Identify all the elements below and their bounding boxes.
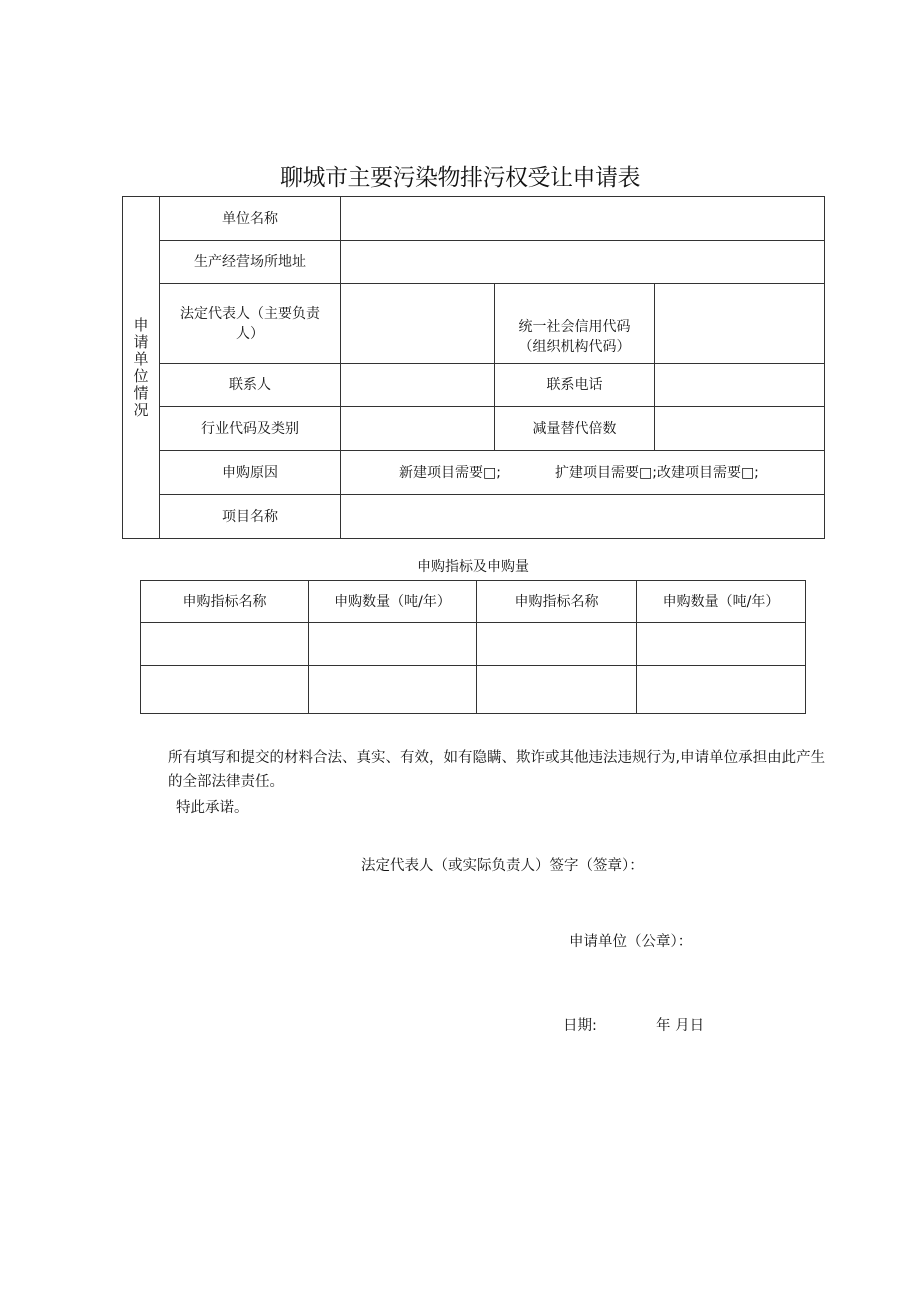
project-name-label: 项目名称 [160, 495, 341, 539]
table-cell[interactable] [477, 623, 637, 666]
indicator-caption: 申购指标及申购量 [417, 559, 529, 575]
page-title: 聊城市主要污染物排污权受让申请表 [280, 165, 640, 191]
table-cell[interactable] [309, 623, 477, 666]
legal-rep-label: 法定代表人（主要负责人） [160, 284, 341, 364]
contact-field[interactable] [341, 364, 495, 407]
table-cell[interactable] [309, 666, 477, 714]
legal-rep-field[interactable] [341, 284, 495, 364]
reduction-multiple-field[interactable] [655, 407, 825, 451]
table-cell[interactable] [141, 623, 309, 666]
industry-code-label: 行业代码及类别 [160, 407, 341, 451]
legal-rep-signature-label: 法定代表人（或实际负责人）签字（签章）： [361, 858, 644, 874]
indicator-header-qty-2: 申购数量（吨/年） [637, 581, 806, 623]
unit-seal-label: 申请单位（公章）： [569, 934, 693, 950]
contact-label: 联系人 [160, 364, 341, 407]
table-cell[interactable] [141, 666, 309, 714]
indicator-header-name-2: 申购指标名称 [477, 581, 637, 623]
address-field[interactable] [341, 241, 825, 284]
reason-option-new[interactable]: 新建项目需要□; [399, 464, 501, 481]
reason-option-expand-modify[interactable]: 扩建项目需要□;改建项目需要□; [555, 464, 759, 481]
table-cell[interactable] [477, 666, 637, 714]
credit-code-field[interactable] [655, 284, 825, 364]
reason-label: 申购原因 [160, 451, 341, 495]
unit-name-label: 单位名称 [160, 197, 341, 241]
reduction-multiple-label: 减量替代倍数 [495, 407, 655, 451]
indicator-table [140, 580, 806, 714]
indicator-header-qty-1: 申购数量（吨/年） [309, 581, 477, 623]
project-name-field[interactable] [341, 495, 825, 539]
table-cell[interactable] [637, 666, 806, 714]
indicator-header-name-1: 申购指标名称 [141, 581, 309, 623]
address-label: 生产经营场所地址 [160, 241, 341, 284]
reason-options[interactable] [341, 451, 825, 495]
applicant-info-table [122, 196, 825, 539]
date-label: 日期: [563, 1018, 597, 1034]
declaration-paragraph: 所有填写和提交的材料合法、真实、有效，如有隐瞒、欺诈或其他违法违规行为,申请单位承担由此产生的全部法律责任。 [168, 750, 826, 790]
unit-name-field[interactable] [341, 197, 825, 241]
side-label-applicant: 申 请 单 位 情 况 [123, 197, 160, 539]
declaration-text [132, 746, 832, 820]
date-units: 年 月日 [656, 1018, 705, 1034]
phone-label: 联系电话 [495, 364, 655, 407]
credit-code-label: 统一社会信用代码 （组织机构代码） [495, 284, 655, 364]
table-cell[interactable] [637, 623, 806, 666]
industry-code-field[interactable] [341, 407, 495, 451]
promise-text: 特此承诺。 [176, 800, 249, 816]
phone-field[interactable] [655, 364, 825, 407]
